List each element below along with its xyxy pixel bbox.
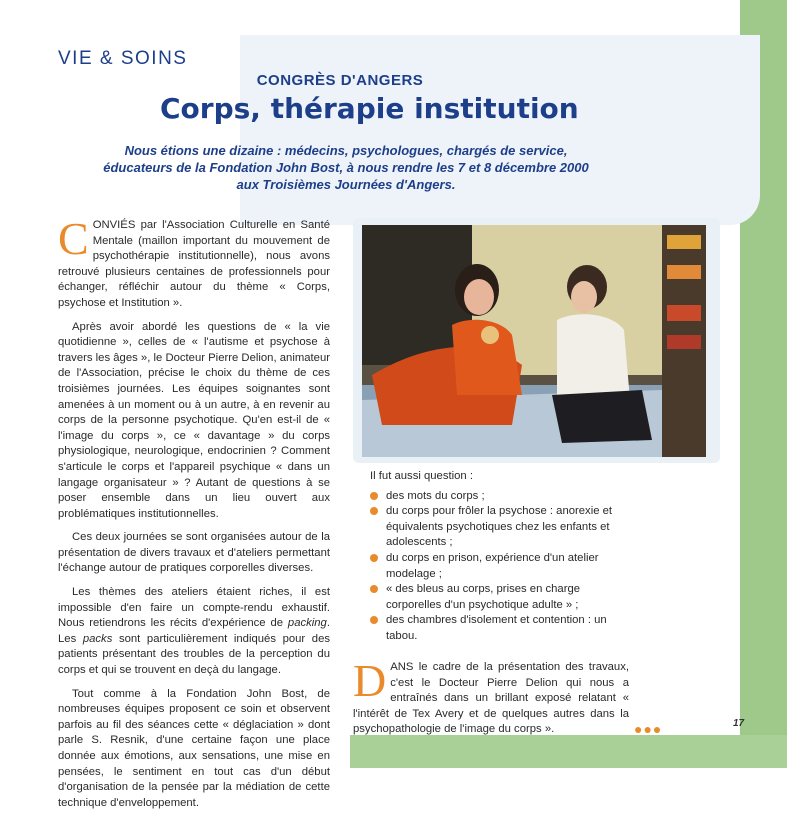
list-item xyxy=(370,613,628,644)
paragraph-text: sont particulièrement indiqués pour des patients présentant des troubles de la perception du corps et qui se trouvent en deçà du langage. xyxy=(58,632,330,677)
list-item xyxy=(370,489,628,505)
paragraph-text: le cadre de la présentation des travaux, c'est le Docteur Pierre Delion qui nous a entraînés dans un brillant exposé relatant « l'intérêt de Tex Avery et de quelques autres dans la psychopathologie de l'image du corps ». xyxy=(353,661,629,736)
list-item xyxy=(370,551,628,582)
drop-cap: D xyxy=(353,655,387,706)
emphasis: packing xyxy=(287,617,327,630)
lead-in: ANS xyxy=(390,661,414,673)
photo-illustration xyxy=(362,225,706,457)
right-column-paragraph xyxy=(353,655,629,738)
section-rubric: VIE & SOINS xyxy=(58,48,188,69)
article-lead: Nous étions une dizaine : médecins, psychologues, chargés de service, éducateurs de la Fondation John Bost, à nous rendre les 7 et 8 décembre 2000 aux Troisièmes Journées d'Angers. xyxy=(103,143,589,192)
list-intro: Il fut aussi question : xyxy=(370,470,473,482)
bullet-icon xyxy=(370,507,378,515)
paragraph xyxy=(58,585,330,679)
list-item-text: du corps pour frôler la psychose : anorexie et équivalents psychotiques chez les enfants et adolescents ; xyxy=(386,505,613,549)
paragraph: Tout comme à la Fondation John Bost, de nombreuses équipes proposent ce soin et observent parfois au fil des séances cette « déglaciation » dont parle S. Resnik, d'une certaine façon une place donnée aux émotions, aux sensations, une mise en pensées, le sentiment en tout cas d'un début d'organisation de la pensée par la médiation de cette technique d'enveloppement. xyxy=(58,687,330,809)
article-headline: Corps, thérapie institution xyxy=(160,92,579,125)
left-column xyxy=(58,213,330,819)
bullet-icon xyxy=(370,616,378,624)
drop-cap: C xyxy=(58,213,89,264)
article-kicker: CONGRÈS D'ANGERS xyxy=(256,72,424,89)
list-item-text: des mots du corps ; xyxy=(386,489,485,502)
list-item xyxy=(370,504,628,551)
ornament-dots: ●●● xyxy=(634,721,663,737)
paragraph xyxy=(58,213,330,312)
bullet-icon xyxy=(370,492,378,500)
list-item-text: du corps en prison, expérience d'un atelier modelage ; xyxy=(386,551,599,580)
lead-in: ONVIÉS xyxy=(92,219,136,231)
list-item-text: « des bleus au corps, prises en charge corporelles d'un psychotique adulte » ; xyxy=(386,583,581,611)
list-item-text: des chambres d'isolement et contention : un tabou. xyxy=(386,614,607,642)
list-item xyxy=(370,582,628,613)
topics-list xyxy=(370,489,628,645)
paragraph-text: Les thèmes des ateliers étaient riches, il est impossible d'en faire un compte-rendu exhaustif. Nous retiendrons les récits d'expérience de xyxy=(58,586,330,630)
article-photo xyxy=(362,225,706,457)
right-column-list xyxy=(370,469,628,645)
header-background xyxy=(240,35,760,225)
bottom-band xyxy=(350,735,787,768)
emphasis: packs xyxy=(82,632,113,645)
paragraph-text: . Les xyxy=(58,617,330,645)
paragraph: Ces deux journées se sont organisées autour de la présentation de divers travaux et d'ateliers permettant l'échange autour de pratiques corporelles diverses. xyxy=(58,531,330,575)
page-number: 17 xyxy=(733,718,745,729)
paragraph: Après avoir abordé les questions de « la vie quotidienne », celles de « l'autisme et psychose à travers les âges », le Docteur Pierre Delion, animateur de l'Association, précise le choix du thème de ces troisièmes journées. Les équipes soignantes sont amenées à un moment ou à un autre, à en revenir au corps de la personne psychotique. Qu'en est-il de « l'image du corps », ce « davantage » du corps physiologique, neurologique, endocrinien ? Comment s'articule le corps et l'appareil psychique « dans un langage organisateur » ? Autant de questions à se poser ensemble dans un lieu ouvert aux problématiques institutionnelles. xyxy=(58,320,330,520)
paragraph-text: par l'Association Culturelle en Santé Mentale (maillon important du mouvement de psychothérapie institutionnelle), nous avons retrouvé plusieurs centaines de professionnels pour échanger, réfléchir autour du thème « Corps, psychose et Institution ». xyxy=(58,219,330,309)
bullet-icon xyxy=(370,585,378,593)
bullet-icon xyxy=(370,554,378,562)
